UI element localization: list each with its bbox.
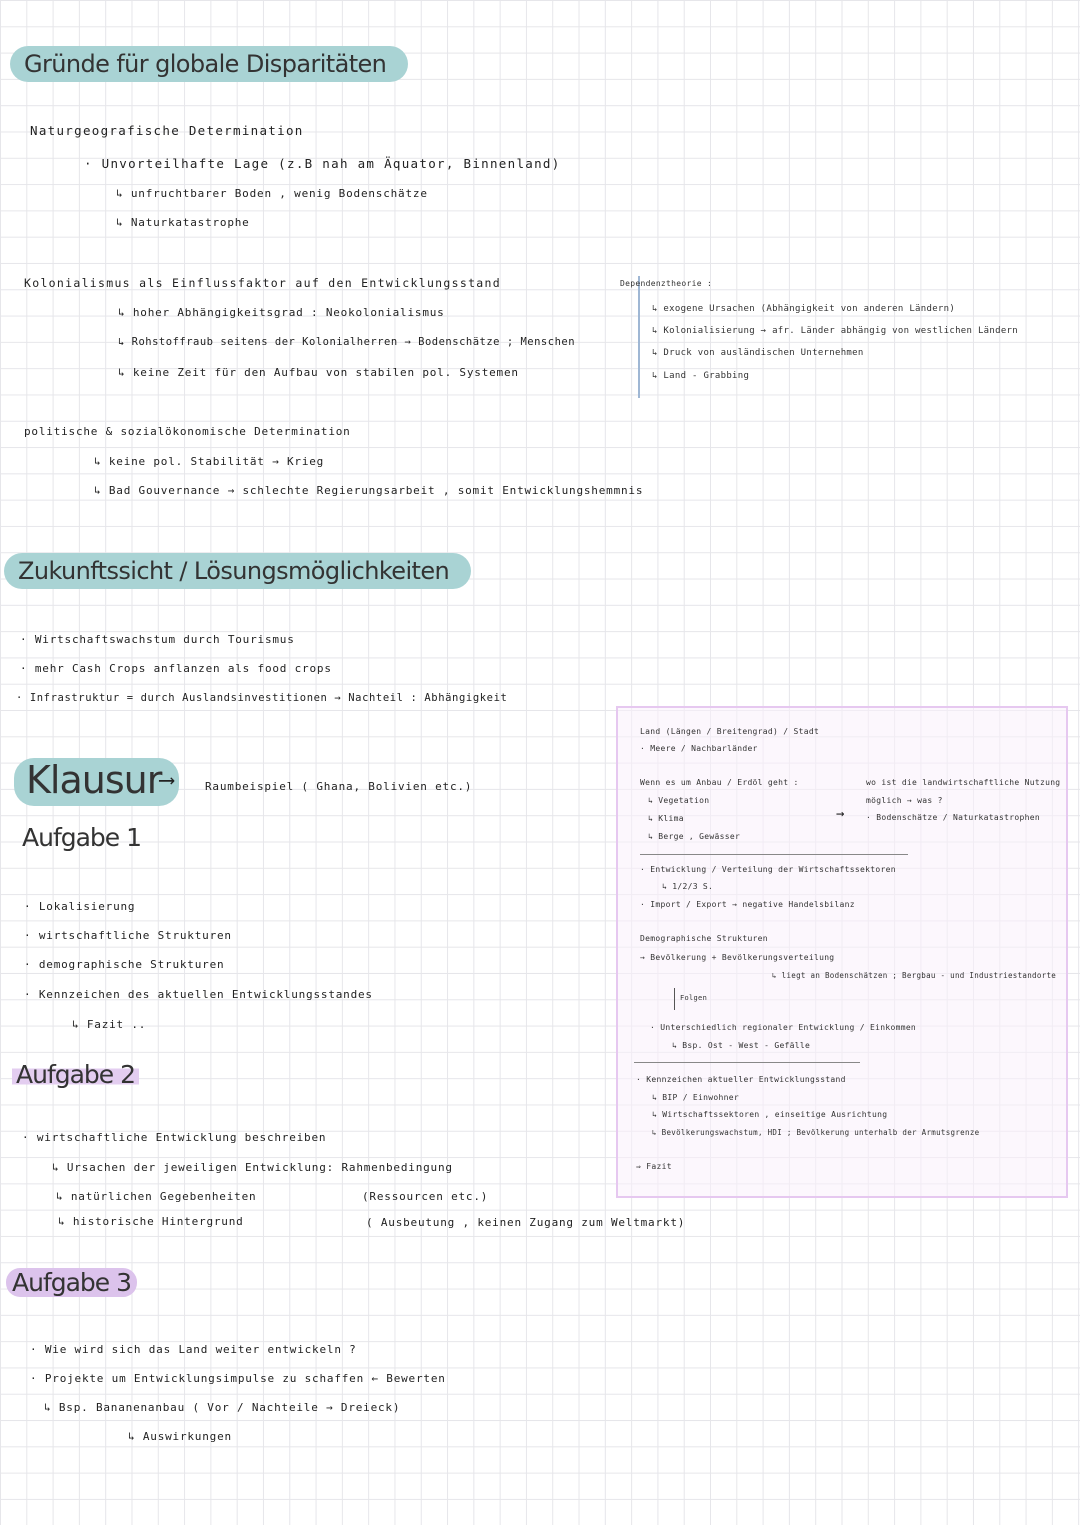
- dependenz-line-3: ↳ Druck von ausländischen Unternehmen: [652, 348, 864, 358]
- aufgabe1-line-5: ↳ Fazit ..: [72, 1018, 147, 1031]
- notes-line-9: ↳ 1/2/3 S.: [662, 882, 714, 891]
- heading-dependenz: Dependenztheorie :: [620, 279, 713, 288]
- section-title-zukunft: Zukunftssicht / Lösungsmöglichkeiten: [4, 553, 471, 589]
- natur-line-2: ↳ unfruchtbarer Boden , wenig Bodenschätze: [116, 187, 428, 200]
- politisch-line-2: ↳ Bad Gouvernance → schlechte Regierungsarbeit , somit Entwicklungshemmnis: [94, 484, 644, 497]
- zukunft-line-3: · Infrastruktur = durch Auslandsinvestitionen → Nachteil : Abhängigkeit: [16, 692, 508, 704]
- aufgabe2-line-2: ↳ Ursachen der jeweiligen Entwicklung: Rahmenbedingung: [52, 1161, 453, 1174]
- natur-line-3: ↳ Naturkatastrophe: [116, 216, 250, 229]
- aufgabe2-line-1: · wirtschaftliche Entwicklung beschreiben: [22, 1131, 327, 1144]
- notes-line-12: → Bevölkerung + Bevölkerungsverteilung: [640, 953, 835, 962]
- aufgabe3-line-2: · Projekte um Entwicklungsimpulse zu schaffen ← Bewerten: [30, 1372, 446, 1385]
- notes-line-8: · Entwicklung / Verteilung der Wirtschaftssektoren: [640, 865, 896, 874]
- notes-divider-2: [634, 1062, 860, 1063]
- aufgabe1-line-3: · demographische Strukturen: [24, 958, 225, 971]
- notes-line-17: · Kennzeichen aktueller Entwicklungsstand: [636, 1075, 846, 1084]
- section-title-disparitaeten: Gründe für globale Disparitäten: [10, 46, 408, 82]
- heading-politisch: politische & sozialökonomische Determination: [24, 425, 351, 438]
- kolonial-line-3: ↳ keine Zeit für den Aufbau von stabilen pol. Systemen: [118, 366, 519, 379]
- notes-line-10: · Import / Export → negative Handelsbilanz: [640, 900, 855, 909]
- notes-line-21: ⇒ Fazit: [636, 1162, 672, 1171]
- aufgabe1-line-1: · Lokalisierung: [24, 900, 136, 913]
- notes-line-2: · Meere / Nachbarländer: [640, 744, 758, 753]
- zukunft-line-2: · mehr Cash Crops anflanzen als food crops: [20, 662, 332, 675]
- aufgabe2-line-3a: ↳ natürlichen Gegebenheiten: [56, 1190, 257, 1203]
- raumbeispiel-text: Raumbeispiel ( Ghana, Bolivien etc.): [205, 780, 473, 793]
- notes-line-1: Land (Längen / Breitengrad) / Stadt: [640, 727, 820, 736]
- aufgabe2-title: Aufgabe 2: [12, 1060, 139, 1089]
- notes-line-3: Wenn es um Anbau / Erdöl geht :: [640, 778, 799, 787]
- notes-line-19: ↳ Wirtschaftssektoren , einseitige Ausrichtung: [652, 1110, 888, 1119]
- aufgabe3-line-4: ↳ Auswirkungen: [128, 1430, 232, 1443]
- notes-line-16: ↳ Bsp. Ost - West - Gefälle: [672, 1041, 811, 1050]
- notes-line-4: ↳ Vegetation: [648, 796, 710, 805]
- aufgabe3-line-3: ↳ Bsp. Bananenanbau ( Vor / Nachteile → Dreieck): [44, 1401, 401, 1414]
- aufgabe1-line-2: · wirtschaftliche Strukturen: [24, 929, 232, 942]
- dependenz-line-4: ↳ Land - Grabbing: [652, 371, 750, 381]
- aufgabe1-title: Aufgabe 1: [22, 823, 142, 852]
- arrow-icon: ⟶: [160, 768, 174, 793]
- notes-line-7c: · Bodenschätze / Naturkatastrophen: [866, 813, 1040, 822]
- notes-down-arrow: [674, 988, 675, 1010]
- notes-line-7a: wo ist die landwirtschaftliche Nutzung: [866, 778, 1061, 787]
- notes-line-20: ↳ Bevölkerungswachstum, HDI ; Bevölkerung unterhalb der Armutsgrenze: [652, 1128, 980, 1137]
- aufgabe2-line-4a: ↳ historische Hintergrund: [58, 1215, 244, 1228]
- notes-line-13: ↳ liegt an Bodenschätzen ; Bergbau - und Industriestandorte: [772, 971, 1057, 980]
- heading-natur: Naturgeografische Determination: [30, 123, 304, 138]
- natur-line-1: · Unvorteilhafte Lage (z.B nah am Äquator, Binnenland): [84, 156, 561, 171]
- heading-kolonial: Kolonialismus als Einflussfaktor auf den Entwicklungsstand: [24, 276, 501, 290]
- dependenz-line-1: ↳ exogene Ursachen (Abhängigkeit von anderen Ländern): [652, 304, 956, 314]
- aufgabe1-line-4: · Kennzeichen des aktuellen Entwicklungsstandes: [24, 988, 373, 1001]
- notes-line-6: ↳ Berge , Gewässer: [648, 832, 741, 841]
- zukunft-line-1: · Wirtschaftswachstum durch Tourismus: [20, 633, 295, 646]
- aufgabe3-title: Aufgabe 3: [6, 1268, 137, 1297]
- notes-line-11: Demographische Strukturen: [640, 934, 768, 943]
- section-title-klausur: Klausur: [14, 758, 179, 806]
- aufgabe2-line-4b: ( Ausbeutung , keinen Zugang zum Weltmarkt): [366, 1216, 686, 1229]
- kolonial-line-2: ↳ Rohstoffraub seitens der Kolonialherren → Bodenschätze ; Menschen: [118, 336, 576, 348]
- politisch-line-1: ↳ keine pol. Stabilität → Krieg: [94, 455, 325, 468]
- notes-arrow-icon: →: [836, 806, 845, 822]
- notes-divider-1: [640, 854, 908, 855]
- notes-line-5: ↳ Klima: [648, 814, 684, 823]
- notes-line-18: ↳ BIP / Einwohner: [652, 1093, 739, 1102]
- notes-line-14: Folgen: [680, 994, 708, 1002]
- aufgabe2-line-3b: (Ressourcen etc.): [362, 1190, 489, 1203]
- notes-line-15: · Unterschiedlich regionaler Entwicklung / Einkommen: [650, 1023, 917, 1032]
- kolonial-line-1: ↳ hoher Abhängigkeitsgrad : Neokolonialismus: [118, 306, 445, 319]
- notes-line-7b: möglich → was ?: [866, 796, 943, 805]
- aufgabe3-line-1: · Wie wird sich das Land weiter entwickeln ?: [30, 1343, 357, 1356]
- dependenz-line-2: ↳ Kolonialisierung → afr. Länder abhängig von westlichen Ländern: [652, 326, 1018, 336]
- divider-line: [638, 276, 640, 398]
